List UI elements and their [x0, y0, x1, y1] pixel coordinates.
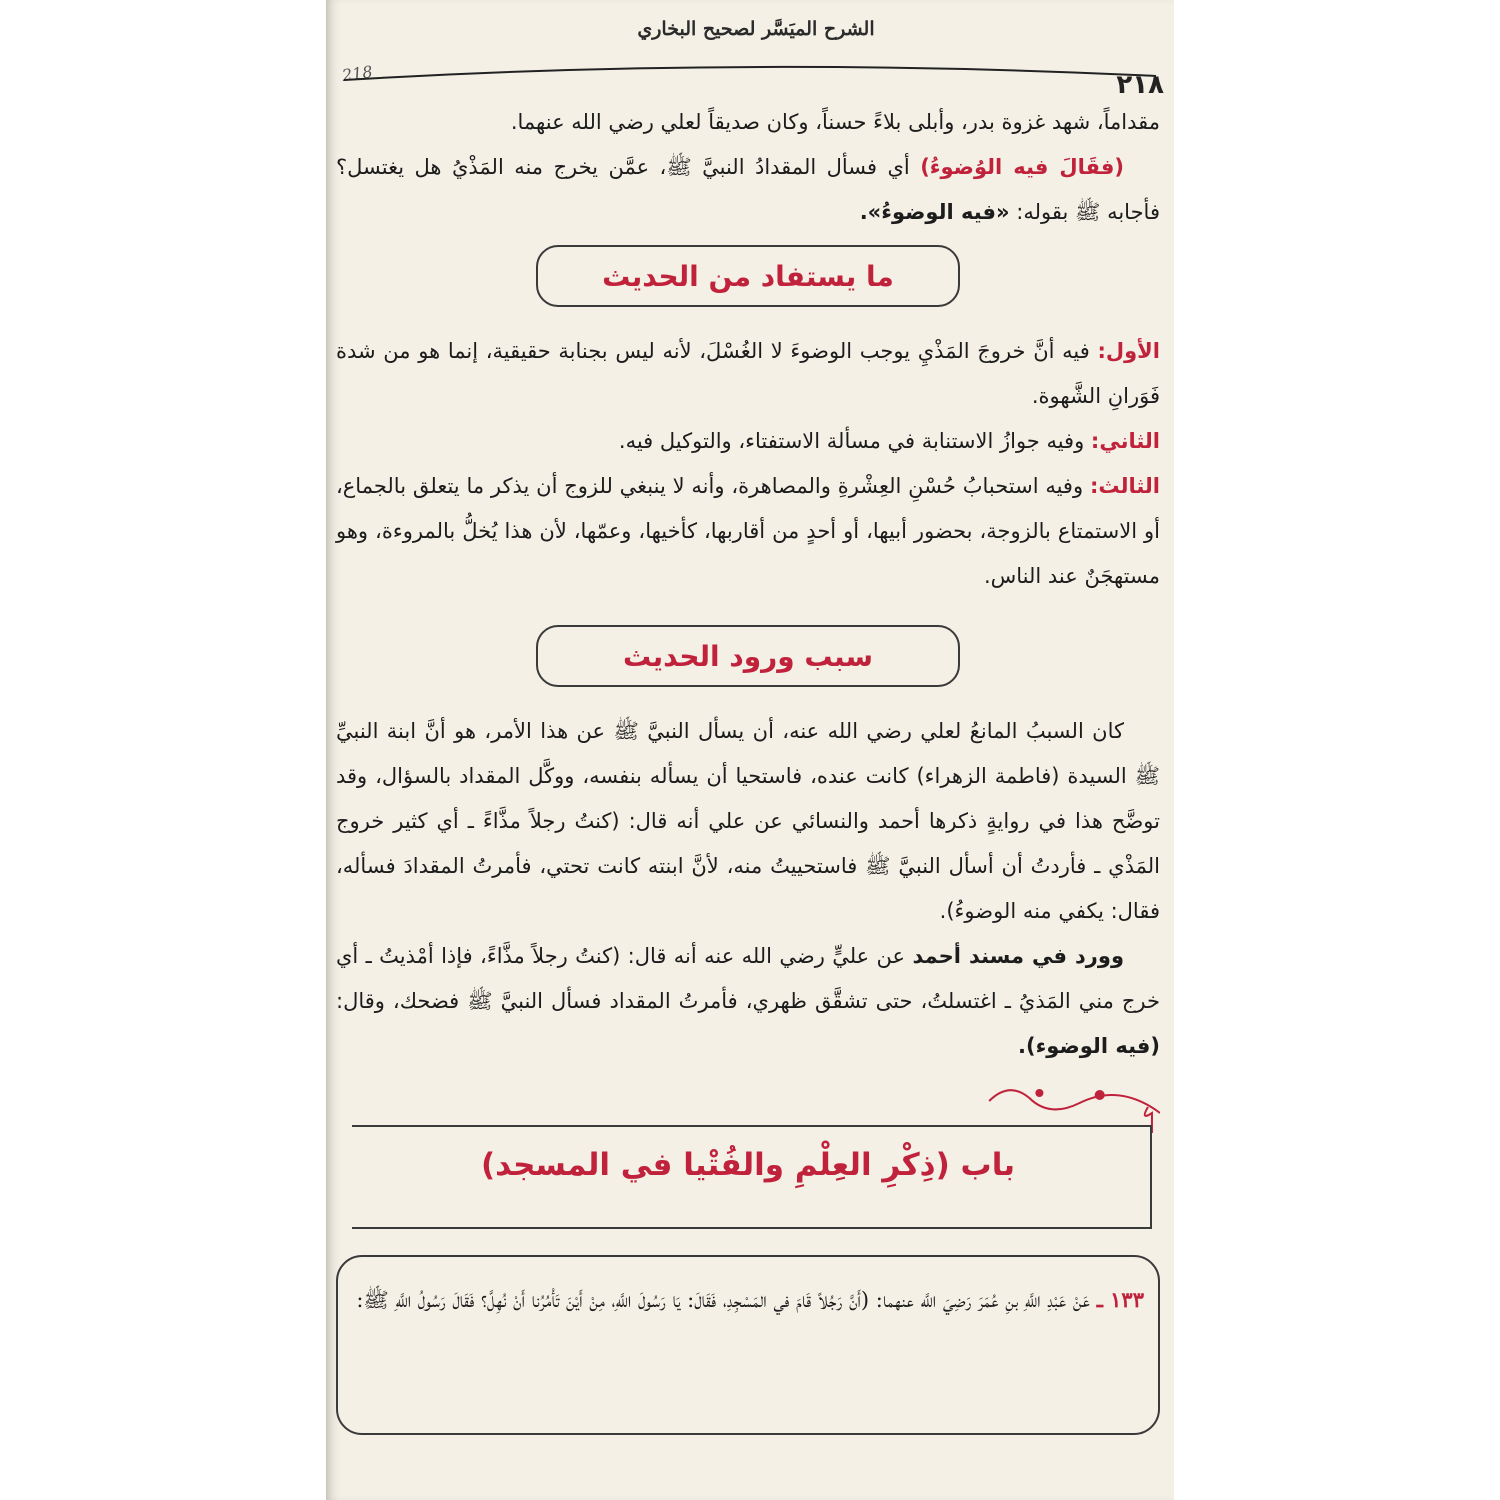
header-rule: [344, 62, 1156, 82]
running-head: الشرح الميَسَّر لصحيح البخاري: [637, 18, 875, 40]
musnad-label: وورد في مسند أحمد: [912, 944, 1124, 968]
benefit-second: [336, 419, 1160, 464]
benefit-first-label: الأول:: [1097, 339, 1160, 363]
page-number: ٢١٨: [1116, 70, 1164, 100]
hadith-box: [336, 1255, 1160, 1435]
chapter-title: باب (ذِكْرِ العِلْمِ والفُتْيا في المسجد): [481, 1147, 1015, 1183]
floral-ornament-icon: [336, 1073, 1160, 1133]
benefit-third: [336, 464, 1160, 599]
benefit-second-text: وفيه جوازُ الاستنابة في مسألة الاستفتاء، والتوكيل فيه.: [618, 429, 1091, 453]
benefit-first: [336, 329, 1160, 419]
chapter-heading: [336, 1073, 1160, 1243]
musnad-text: عن عليٍّ رضي الله عنه أنه قال: (كنتُ رجلاً مذَّاءً، فإذا أمْذيتُ ـ أي خرج مني المَذيُ ـ اغتسلتُ، حتى تشقَّق ظهري، فأمرتُ المقداد فسأل النبيَّ ﷺ فضحك، وقال:: [336, 944, 1160, 1013]
book-page: [326, 0, 1174, 1500]
page-number-ghost: 218: [340, 61, 374, 86]
intro-line: مقداماً، شهد غزوة بدر، وأبلى بلاءً حسناً، وكان صديقاً لعلي رضي الله عنهما.: [510, 110, 1160, 134]
hadith-text: عَنْ عَبْدِ اللَّهِ بنِ عُمَرَ رَضِيَ اللَّه عنهما: (أَنَّ رَجُلاً قَامَ في المَسْجِدِ، فَقَالَ: يَا رَسُولَ اللَّهِ، مِنْ أَيْنَ تَأْمُرُنا أَنْ نُهِلَّ؟ فَقَالَ رَسُولُ اللَّهِ ﷺ:: [356, 1288, 1097, 1312]
page-content: [336, 100, 1160, 1435]
benefit-third-text: وفيه استحبابُ حُسْنِ العِشْرةِ والمصاهرة، وأنه لا ينبغي للزوج أن يذكر ما يتعلق بالجماع، أو الاستمتاع بالزوجة، بحضور أبيها، أو أحدٍ من أقاربها، كأخيها، وعمّها، لأن هذا يُخلُّ بالمروءة، وهو مستهجَنٌ عند الناس.: [336, 474, 1160, 588]
musnad-paragraph: [336, 934, 1160, 1069]
quote-rest: أي فسأل المقدادُ النبيَّ ﷺ، عمَّن يخرج منه المَذْيُ هل يغتسل؟ فأجابه ﷺ بقوله:: [336, 155, 1160, 224]
musnad-end: (فيه الوضوء).: [1018, 1034, 1160, 1058]
quote-label: (فقَالَ فيه الوُضوءُ): [920, 155, 1124, 179]
benefit-first-text: فيه أنَّ خروجَ المَذْيِ يوجب الوضوءَ لا الغُسْلَ، لأنه ليس بجنابة حقيقية، إنما هو من شدة فَوَرانِ الشَّهوة.: [336, 339, 1160, 408]
section-title-benefits: ما يستفاد من الحديث: [536, 245, 960, 307]
section-title-reason: سبب ورود الحديث: [536, 625, 960, 687]
intro-explanation: [336, 145, 1160, 235]
benefit-third-label: الثالث:: [1089, 474, 1160, 498]
quote-answer: «فيه الوضوءُ».: [859, 200, 1010, 224]
reason-paragraph: كان السببُ المانعُ لعلي رضي الله عنه، أن يسأل النبيَّ ﷺ عن هذا الأمر، هو أنَّ ابنة النبيِّ ﷺ السيدة (فاطمة الزهراء) كانت عنده، فاستحيا أن يسأله بنفسه، ووكَّل المقداد بالسؤال، وقد توضَّح هذا في روايةٍ ذكرها أحمد والنسائي عن علي أنه قال: (كنتُ رجلاً مذَّاءً ـ أي كثير خروج المَذْي ـ فأردتُ أن أسأل النبيَّ ﷺ فاستحييتُ منه، لأنَّ ابنته كانت تحتي، فأمرتُ المقدادَ فسأله، فقال: يكفي منه الوضوءُ).: [336, 719, 1160, 923]
hadith-number: ١٣٣ ـ: [1096, 1287, 1144, 1312]
benefit-second-label: الثاني:: [1090, 429, 1160, 453]
